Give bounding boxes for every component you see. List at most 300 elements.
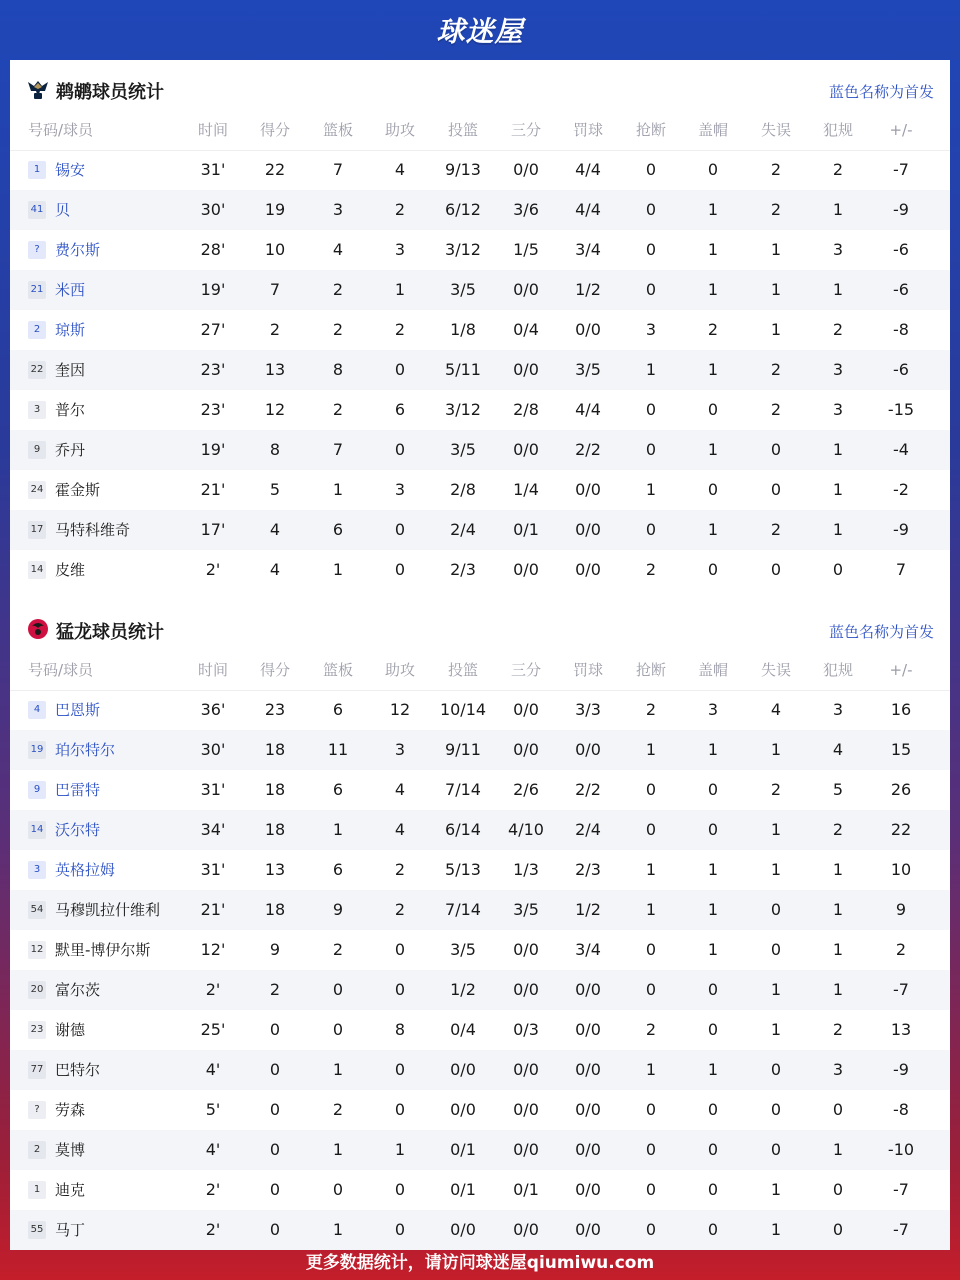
stat-cell: 7 xyxy=(332,160,344,179)
stat-cell: 2/2 xyxy=(575,780,601,799)
player-name[interactable]: 马特科维奇 xyxy=(55,521,131,539)
stat-cell: 3 xyxy=(332,200,344,219)
stat-cell: 1 xyxy=(645,360,657,379)
stat-cell: 0/0 xyxy=(513,1060,539,1079)
stat-cell: -7 xyxy=(893,980,909,999)
stat-cell: 4/4 xyxy=(575,200,601,219)
stat-cell: -7 xyxy=(893,160,909,179)
stat-cell: 3/5 xyxy=(450,940,476,959)
stat-cell: 1/2 xyxy=(575,280,601,299)
stat-cell: 1 xyxy=(770,1220,782,1239)
column-header: 篮板 xyxy=(322,121,353,139)
stat-cell: 1 xyxy=(645,860,657,879)
column-header: 时间 xyxy=(197,661,228,679)
stat-cell: 6 xyxy=(332,700,344,719)
stat-cell: 3 xyxy=(394,740,406,759)
stat-cell: 2 xyxy=(832,320,844,339)
stat-cell: 4' xyxy=(205,1140,221,1159)
stat-cell: 4/4 xyxy=(575,160,601,179)
jersey-number-badge: 2 xyxy=(28,1141,46,1159)
player-name[interactable]: 劳森 xyxy=(55,1101,86,1119)
player-name[interactable]: 普尔 xyxy=(55,401,86,419)
stat-cell: 1 xyxy=(832,280,844,299)
stat-cell: 0 xyxy=(394,1100,406,1119)
player-row[interactable] xyxy=(10,470,950,510)
player-name[interactable]: 巴恩斯 xyxy=(55,701,101,719)
column-header: 三分 xyxy=(510,661,541,679)
player-row[interactable] xyxy=(10,190,950,230)
stat-cell: 0 xyxy=(645,980,657,999)
column-header: 投篮 xyxy=(447,661,478,679)
stat-cell: 0/3 xyxy=(513,1020,539,1039)
stat-cell: 2 xyxy=(770,360,782,379)
stat-cell: 2/3 xyxy=(450,560,476,579)
stat-cell: 6 xyxy=(332,520,344,539)
stat-cell: 0 xyxy=(770,1140,782,1159)
stat-cell: 2 xyxy=(332,400,344,419)
starter-legend: 蓝色名称为首发 xyxy=(828,623,934,641)
player-name[interactable]: 马丁 xyxy=(55,1221,86,1239)
stat-cell: 0 xyxy=(645,820,657,839)
stat-cell: 1 xyxy=(832,440,844,459)
stat-cell: 1 xyxy=(707,240,719,259)
stat-cell: 0/0 xyxy=(575,1060,601,1079)
player-row[interactable] xyxy=(10,350,950,390)
stat-cell: 2' xyxy=(205,560,221,579)
stat-cell: 3/12 xyxy=(445,240,481,259)
column-header: 失误 xyxy=(760,661,791,679)
stat-cell: 9 xyxy=(895,900,907,919)
stat-cell: 0 xyxy=(770,940,782,959)
jersey-number-badge: 2 xyxy=(28,321,46,339)
stat-cell: 8 xyxy=(269,440,281,459)
column-header: 罚球 xyxy=(572,661,603,679)
stat-cell: 2 xyxy=(832,160,844,179)
player-name[interactable]: 莫博 xyxy=(55,1141,86,1159)
stat-cell: 0/0 xyxy=(513,160,539,179)
stat-cell: 1 xyxy=(832,480,844,499)
stat-cell: 0 xyxy=(707,780,719,799)
stat-cell: 0/0 xyxy=(513,1220,539,1239)
stat-cell: 7 xyxy=(895,560,907,579)
stat-cell: 1/4 xyxy=(513,480,539,499)
player-row[interactable] xyxy=(10,390,950,430)
jersey-number-badge: 12 xyxy=(28,941,46,959)
stat-cell: 1 xyxy=(832,980,844,999)
stat-cell: -7 xyxy=(893,1180,909,1199)
stat-cell: 0 xyxy=(707,1220,719,1239)
stat-cell: 3 xyxy=(645,320,657,339)
stat-cell: 0/0 xyxy=(513,740,539,759)
stat-cell: 1 xyxy=(707,360,719,379)
column-header-row xyxy=(10,650,950,690)
stat-cell: 0 xyxy=(269,1180,281,1199)
stat-cell: 0 xyxy=(707,980,719,999)
stat-cell: 2' xyxy=(205,1180,221,1199)
stat-cell: 3 xyxy=(394,480,406,499)
stat-cell: 1 xyxy=(770,860,782,879)
stat-cell: 0/0 xyxy=(575,1180,601,1199)
stat-cell: -4 xyxy=(893,440,909,459)
column-header: 助攻 xyxy=(384,661,415,679)
stat-cell: 2/3 xyxy=(575,860,601,879)
column-header: 抢断 xyxy=(635,121,666,139)
stat-cell: 1 xyxy=(707,740,719,759)
player-row[interactable] xyxy=(10,810,950,850)
stat-cell: 1 xyxy=(645,480,657,499)
stat-cell: -6 xyxy=(893,280,909,299)
stat-cell: 4 xyxy=(394,780,406,799)
stat-cell: 0 xyxy=(832,1220,844,1239)
player-row[interactable] xyxy=(10,770,950,810)
stat-cell: 27' xyxy=(200,320,226,339)
stat-cell: 0 xyxy=(770,480,782,499)
stat-cell: 0 xyxy=(645,440,657,459)
player-name[interactable]: 皮维 xyxy=(55,561,86,579)
player-row[interactable] xyxy=(10,1090,950,1130)
stat-cell: 1 xyxy=(707,440,719,459)
stat-cell: 3 xyxy=(707,700,719,719)
player-name[interactable]: 迪克 xyxy=(55,1181,86,1199)
stat-cell: 0/0 xyxy=(575,1020,601,1039)
player-name[interactable]: 琼斯 xyxy=(55,321,86,339)
stat-cell: 0 xyxy=(707,1140,719,1159)
player-name[interactable]: 珀尔特尔 xyxy=(55,741,116,759)
stat-cell: 0/0 xyxy=(575,1220,601,1239)
stat-cell: 17' xyxy=(200,520,226,539)
stat-cell: 1 xyxy=(707,900,719,919)
footer-banner[interactable] xyxy=(0,1240,960,1280)
stat-cell: 18 xyxy=(264,820,286,839)
stat-cell: 0/0 xyxy=(450,1220,476,1239)
player-row[interactable] xyxy=(10,310,950,350)
player-row[interactable] xyxy=(10,270,950,310)
stat-cell: 2 xyxy=(832,820,844,839)
stat-cell: 2/8 xyxy=(450,480,476,499)
player-name[interactable]: 巴特尔 xyxy=(55,1061,101,1079)
footer-text: 更多数据统计，请访问球迷屋qiumiwu.com xyxy=(305,1252,655,1273)
stat-cell: 4 xyxy=(832,740,844,759)
stat-cell: 0 xyxy=(269,1140,281,1159)
stat-cell: 2 xyxy=(394,320,406,339)
stat-cell: 1 xyxy=(832,900,844,919)
stat-cell: 2 xyxy=(770,520,782,539)
stat-cell: 0/1 xyxy=(513,520,539,539)
player-name[interactable]: 马穆凯拉什维利 xyxy=(55,901,161,919)
stat-cell: 8 xyxy=(394,1020,406,1039)
stat-cell: 2/8 xyxy=(513,400,539,419)
stat-cell: 28' xyxy=(200,240,226,259)
stat-cell: 19' xyxy=(200,440,226,459)
stat-cell: 0 xyxy=(394,980,406,999)
player-name[interactable]: 费尔斯 xyxy=(55,241,101,259)
player-row[interactable] xyxy=(10,930,950,970)
stat-cell: 9 xyxy=(332,900,344,919)
stat-cell: 0 xyxy=(394,1060,406,1079)
column-header: 三分 xyxy=(510,121,541,139)
stat-cell: 31' xyxy=(200,860,226,879)
stat-cell: 2 xyxy=(895,940,907,959)
stat-cell: 2 xyxy=(269,320,281,339)
stat-cell: 5/11 xyxy=(445,360,481,379)
stat-cell: 23' xyxy=(200,360,226,379)
team-title: 鹈鹕球员统计 xyxy=(56,82,164,103)
jersey-number-badge: 24 xyxy=(28,481,46,499)
stat-cell: 0/0 xyxy=(513,440,539,459)
stat-cell: 1 xyxy=(832,520,844,539)
stat-cell: 5 xyxy=(832,780,844,799)
stat-cell: 4/10 xyxy=(508,820,544,839)
stat-cell: 0/4 xyxy=(513,320,539,339)
player-row[interactable] xyxy=(10,1050,950,1090)
stat-cell: 3/4 xyxy=(575,240,601,259)
player-name[interactable]: 巴雷特 xyxy=(55,781,101,799)
stat-cell: 19' xyxy=(200,280,226,299)
player-name[interactable]: 锡安 xyxy=(55,161,86,179)
player-row[interactable] xyxy=(10,970,950,1010)
jersey-number-badge: 14 xyxy=(28,821,46,839)
stat-cell: 11 xyxy=(327,740,349,759)
stat-cell: 1 xyxy=(707,200,719,219)
stat-cell: 0 xyxy=(394,520,406,539)
stat-cell: 0 xyxy=(645,780,657,799)
stat-cell: 1/3 xyxy=(513,860,539,879)
stat-cell: 0 xyxy=(645,240,657,259)
jersey-number-badge: ? xyxy=(28,1101,46,1119)
jersey-number-badge: 19 xyxy=(28,741,46,759)
stat-cell: 0/4 xyxy=(450,1020,476,1039)
stat-cell: 0 xyxy=(394,440,406,459)
raptors-logo-icon xyxy=(26,617,50,641)
column-header: 罚球 xyxy=(572,121,603,139)
stat-cell: -9 xyxy=(893,520,909,539)
player-row[interactable] xyxy=(10,1130,950,1170)
column-header: 得分 xyxy=(259,121,290,139)
jersey-number-badge: 77 xyxy=(28,1061,46,1079)
stat-cell: 1/2 xyxy=(450,980,476,999)
jersey-number-badge: 3 xyxy=(28,401,46,419)
jersey-number-badge: 20 xyxy=(28,981,46,999)
stat-cell: 0 xyxy=(645,1100,657,1119)
stat-cell: 1 xyxy=(707,280,719,299)
stat-cell: 1 xyxy=(332,480,344,499)
stat-cell: 13 xyxy=(264,360,286,379)
stat-cell: 0 xyxy=(707,1020,719,1039)
stat-cell: 6 xyxy=(394,400,406,419)
stat-cell: 0 xyxy=(645,160,657,179)
stat-cell: 12' xyxy=(200,940,226,959)
jersey-number-badge: 54 xyxy=(28,901,46,919)
player-row[interactable] xyxy=(10,1010,950,1050)
jersey-number-badge: 9 xyxy=(28,781,46,799)
player-row[interactable] xyxy=(10,150,950,190)
stat-cell: 1 xyxy=(770,820,782,839)
stat-cell: 0 xyxy=(707,1180,719,1199)
stat-cell: 2 xyxy=(832,1020,844,1039)
stat-cell: 15 xyxy=(890,740,912,759)
jersey-number-badge: 1 xyxy=(28,1181,46,1199)
stat-cell: 0/0 xyxy=(513,360,539,379)
stat-cell: 0 xyxy=(394,560,406,579)
stat-cell: 0 xyxy=(707,400,719,419)
stat-cell: 0/0 xyxy=(450,1100,476,1119)
player-row[interactable] xyxy=(10,1170,950,1210)
column-header: 盖帽 xyxy=(697,661,728,679)
stat-cell: -2 xyxy=(893,480,909,499)
stat-cell: 1 xyxy=(832,940,844,959)
player-row[interactable] xyxy=(10,510,950,550)
stat-cell: -9 xyxy=(893,1060,909,1079)
stat-cell: 1/8 xyxy=(450,320,476,339)
stat-cell: 1 xyxy=(394,1140,406,1159)
stat-cell: 22 xyxy=(890,820,912,839)
player-name[interactable]: 英格拉姆 xyxy=(55,861,116,879)
pelicans-logo-icon xyxy=(26,77,50,101)
stat-cell: 0 xyxy=(394,360,406,379)
stat-cell: 0/0 xyxy=(575,1140,601,1159)
player-row[interactable] xyxy=(10,730,950,770)
jersey-number-badge: 4 xyxy=(28,701,46,719)
stat-cell: 1 xyxy=(770,280,782,299)
stat-cell: 10/14 xyxy=(439,700,487,719)
stat-cell: 0 xyxy=(645,1140,657,1159)
stat-cell: 2 xyxy=(770,160,782,179)
stat-cell: 1 xyxy=(332,1220,344,1239)
column-header: 助攻 xyxy=(384,121,415,139)
stat-cell: 0 xyxy=(332,1020,344,1039)
stat-cell: 3/5 xyxy=(513,900,539,919)
stat-cell: -15 xyxy=(887,400,915,419)
stat-cell: 8 xyxy=(332,360,344,379)
jersey-number-badge: 55 xyxy=(28,1221,46,1239)
stat-cell: 2 xyxy=(332,1100,344,1119)
player-name[interactable]: 富尔茨 xyxy=(55,981,101,999)
player-row[interactable] xyxy=(10,230,950,270)
stat-cell: 3/5 xyxy=(450,280,476,299)
column-header: +/- xyxy=(889,121,913,139)
stat-cell: 10 xyxy=(264,240,286,259)
stat-cell: 0/0 xyxy=(575,560,601,579)
stat-cell: 16 xyxy=(890,700,912,719)
stat-cell: 1 xyxy=(394,280,406,299)
stat-cell: 3 xyxy=(832,240,844,259)
stat-cell: 30' xyxy=(200,740,226,759)
stat-cell: 2 xyxy=(645,1020,657,1039)
stat-cell: 21' xyxy=(200,900,226,919)
stat-cell: 0/0 xyxy=(575,520,601,539)
stat-cell: -8 xyxy=(893,320,909,339)
player-name[interactable]: 默里-博伊尔斯 xyxy=(55,941,151,959)
stat-cell: 0 xyxy=(770,1060,782,1079)
stat-cell: 2 xyxy=(770,400,782,419)
stat-cell: 1 xyxy=(770,320,782,339)
stat-cell: 3/3 xyxy=(575,700,601,719)
stat-cell: 0/1 xyxy=(450,1180,476,1199)
player-name[interactable]: 霍金斯 xyxy=(55,481,101,499)
stat-cell: 21' xyxy=(200,480,226,499)
stat-cell: 9 xyxy=(269,940,281,959)
stat-cell: 3/4 xyxy=(575,940,601,959)
stat-cell: 0 xyxy=(645,520,657,539)
player-row[interactable] xyxy=(10,430,950,470)
player-row[interactable] xyxy=(10,550,950,590)
jersey-number-badge: 23 xyxy=(28,1021,46,1039)
stat-cell: 0/0 xyxy=(513,560,539,579)
stat-cell: 4 xyxy=(269,560,281,579)
stat-cell: 25' xyxy=(200,1020,226,1039)
stat-cell: 2 xyxy=(394,900,406,919)
stat-cell: 0 xyxy=(645,1220,657,1239)
stat-cell: 7 xyxy=(332,440,344,459)
column-header: 篮板 xyxy=(322,661,353,679)
stat-cell: 7 xyxy=(269,280,281,299)
stat-cell: 4 xyxy=(394,160,406,179)
player-row[interactable] xyxy=(10,890,950,930)
column-header: 抢断 xyxy=(635,661,666,679)
player-name[interactable]: 沃尔特 xyxy=(55,821,101,839)
stat-cell: 0 xyxy=(832,560,844,579)
jersey-number-badge: 17 xyxy=(28,521,46,539)
stat-cell: 18 xyxy=(264,780,286,799)
stat-cell: 6/12 xyxy=(445,200,481,219)
stat-cell: 0/0 xyxy=(513,1100,539,1119)
stat-cell: 4 xyxy=(269,520,281,539)
stat-cell: 13 xyxy=(264,860,286,879)
stat-cell: 4/4 xyxy=(575,400,601,419)
stat-cell: 1 xyxy=(770,740,782,759)
player-name[interactable]: 贝 xyxy=(55,201,71,219)
player-name[interactable]: 乔丹 xyxy=(55,441,86,459)
stat-cell: 2 xyxy=(645,560,657,579)
stat-cell: 1 xyxy=(770,1180,782,1199)
stat-cell: 1 xyxy=(645,900,657,919)
player-row[interactable] xyxy=(10,850,950,890)
player-name[interactable]: 米西 xyxy=(55,281,86,299)
stat-cell: 4 xyxy=(332,240,344,259)
stat-cell: 0 xyxy=(707,160,719,179)
stat-cell: 0 xyxy=(707,480,719,499)
stat-cell: 3/5 xyxy=(450,440,476,459)
stat-cell: -9 xyxy=(893,200,909,219)
stat-cell: 0 xyxy=(770,900,782,919)
jersey-number-badge: 9 xyxy=(28,441,46,459)
stat-cell: 1 xyxy=(645,1060,657,1079)
player-name[interactable]: 谢德 xyxy=(55,1021,86,1039)
column-header: +/- xyxy=(889,661,913,679)
starter-legend: 蓝色名称为首发 xyxy=(828,83,934,101)
stat-cell: 0/0 xyxy=(513,980,539,999)
stat-cell: 0/0 xyxy=(513,280,539,299)
stat-cell: 0 xyxy=(394,1180,406,1199)
column-header-player: 号码/球员 xyxy=(28,661,94,679)
stat-cell: 1 xyxy=(770,1020,782,1039)
stat-cell: 0 xyxy=(770,440,782,459)
stat-cell: 0/0 xyxy=(513,1140,539,1159)
stat-cell: 3/5 xyxy=(575,360,601,379)
jersey-number-badge: ? xyxy=(28,241,46,259)
stat-cell: 2 xyxy=(269,980,281,999)
stat-cell: 1 xyxy=(707,860,719,879)
stat-cell: 18 xyxy=(264,740,286,759)
stat-cell: 3 xyxy=(394,240,406,259)
player-row[interactable] xyxy=(10,690,950,730)
stats-panel xyxy=(10,60,950,1240)
stat-cell: 1 xyxy=(332,1140,344,1159)
stat-cell: 0/0 xyxy=(575,1100,601,1119)
stat-cell: 1 xyxy=(770,240,782,259)
player-name[interactable]: 奎因 xyxy=(55,361,86,379)
stat-cell: 10 xyxy=(890,860,912,879)
